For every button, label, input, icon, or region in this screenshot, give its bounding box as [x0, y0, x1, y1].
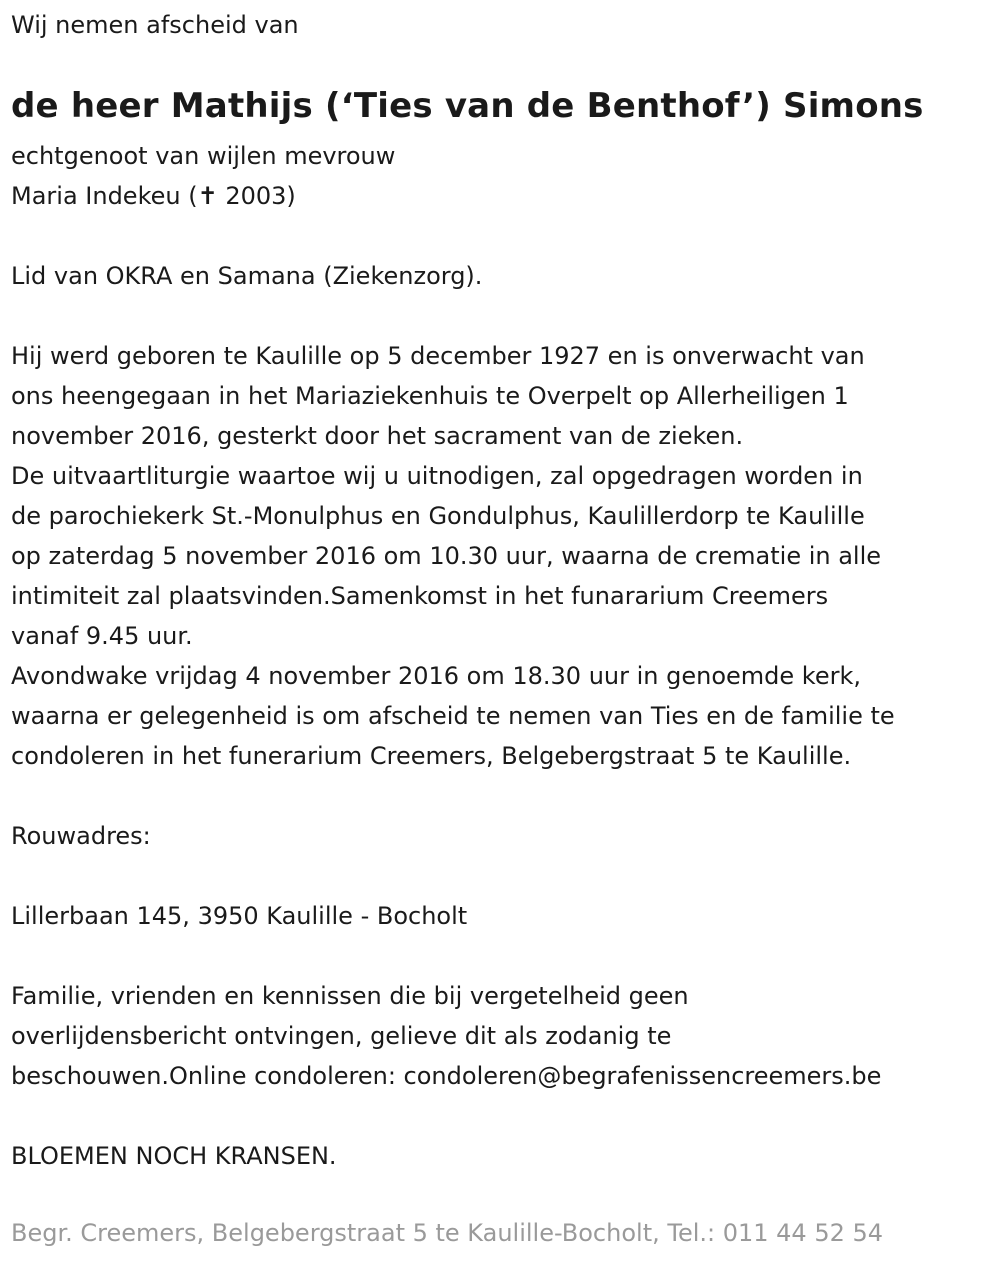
membership-text: Lid van OKRA en Samana (Ziekenzorg). [11, 262, 483, 290]
announcement-line: Hij werd geboren te Kaulille op 5 december 1927 en is onverwacht van [11, 342, 865, 370]
announcement-line: de parochiekerk St.-Monulphus en Gondulphus, Kaulillerdorp te Kaulille [11, 502, 865, 530]
announcement-line: ons heengegaan in het Mariaziekenhuis te Overpelt op Allerheiligen 1 [11, 382, 849, 410]
announcement-line: november 2016, gesterkt door het sacrament van de zieken. [11, 422, 744, 450]
funeral-home-footer: Begr. Creemers, Belgebergstraat 5 te Kaulille-Bocholt, Tel.: 011 44 52 54 [11, 1219, 884, 1247]
announcement-line: vanaf 9.45 uur. [11, 622, 193, 650]
intro-text: Wij nemen afscheid van [11, 11, 299, 39]
announcement-line: op zaterdag 5 november 2016 om 10.30 uur, waarna de crematie in alle [11, 542, 882, 570]
flowers-notice: BLOEMEN NOCH KRANSEN. [11, 1142, 337, 1170]
notice-line: overlijdensbericht ontvingen, gelieve dit als zodanig te [11, 1022, 672, 1050]
notice-line: beschouwen.Online condoleren: condoleren@begrafenissencreemers.be [11, 1062, 882, 1090]
spouse-line-1: echtgenoot van wijlen mevrouw [11, 142, 396, 170]
mourning-address: Lillerbaan 145, 3950 Kaulille - Bocholt [11, 902, 468, 930]
announcement-line: condoleren in het funerarium Creemers, Belgebergstraat 5 te Kaulille. [11, 742, 852, 770]
announcement-line: Avondwake vrijdag 4 november 2016 om 18.30 uur in genoemde kerk, [11, 662, 861, 690]
spouse-line-2: Maria Indekeu (✝ 2003) [11, 182, 296, 210]
obituary-body [11, 136, 996, 1176]
mourning-address-label: Rouwadres: [11, 822, 151, 850]
announcement-line: De uitvaartliturgie waartoe wij u uitnodigen, zal opgedragen worden in [11, 462, 863, 490]
deceased-name: de heer Mathijs (‘Ties van de Benthof’) Simons [11, 86, 924, 126]
announcement-line: intimiteit zal plaatsvinden.Samenkomst in het funararium Creemers [11, 582, 829, 610]
announcement-line: waarna er gelegenheid is om afscheid te nemen van Ties en de familie te [11, 702, 895, 730]
notice-line: Familie, vrienden en kennissen die bij vergetelheid geen [11, 982, 689, 1010]
